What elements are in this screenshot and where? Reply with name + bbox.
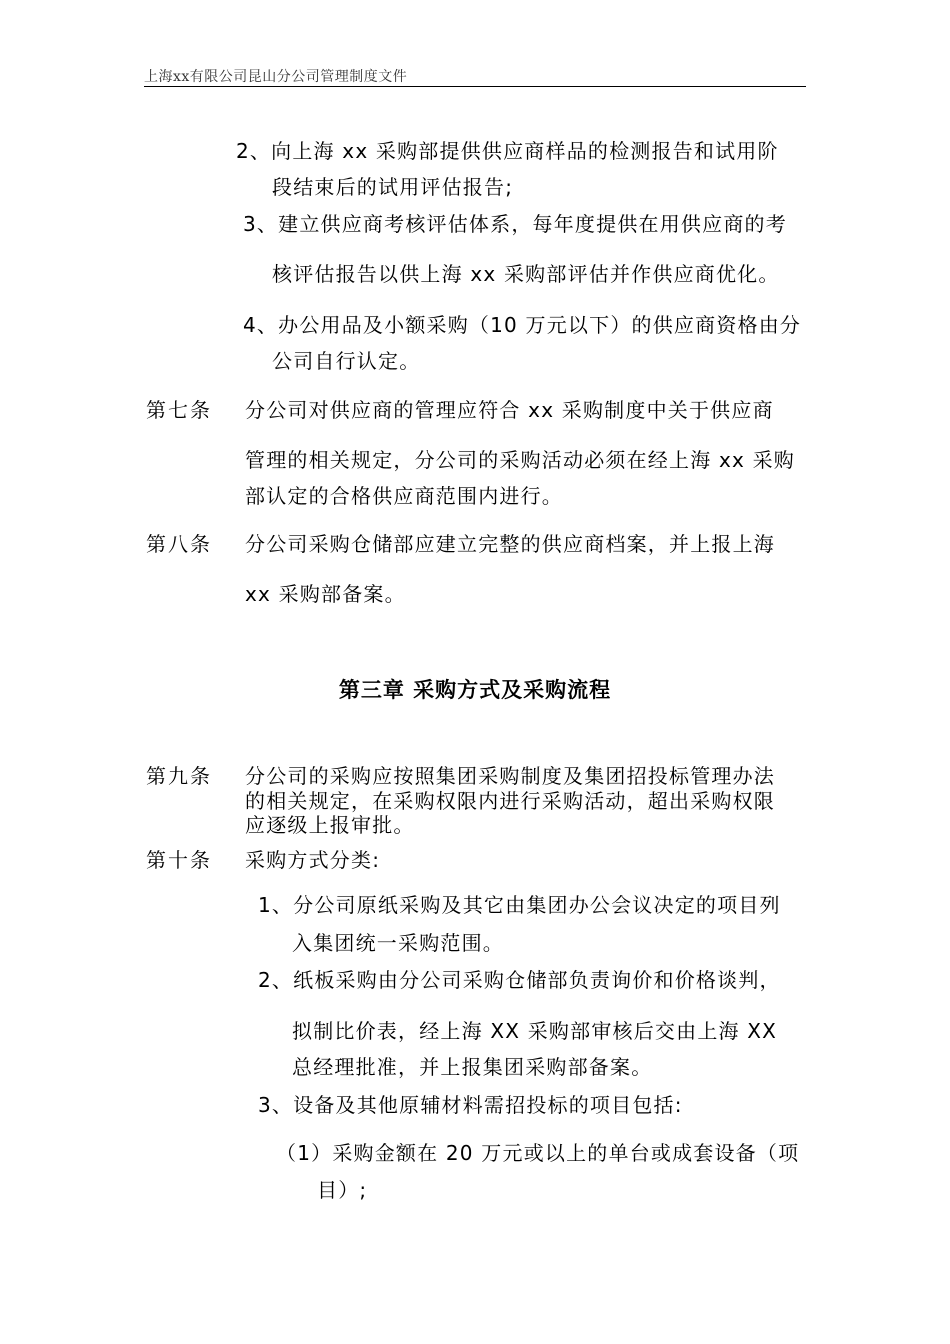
text-line: 分公司采购仓储部应建立完整的供应商档案，并上报上海 (245, 532, 775, 556)
text-line: 的相关规定，在采购权限内进行采购活动，超出采购权限 (245, 789, 775, 813)
article-label: 第九条 (146, 764, 212, 788)
text-line: 入集团统一采购范围。 (292, 931, 504, 955)
text-line: 3、建立供应商考核评估体系，每年度提供在用供应商的考 (243, 212, 787, 236)
text-line: 分公司对供应商的管理应符合 xx 采购制度中关于供应商 (245, 398, 774, 422)
text-line: 总经理批准，并上报集团采购部备案。 (292, 1055, 653, 1079)
text-line: 3、设备及其他原辅材料需招投标的项目包括: (258, 1093, 683, 1117)
text-line: 公司自行认定。 (272, 349, 421, 373)
text-line: 2、纸板采购由分公司采购仓储部负责询价和价格谈判， (258, 968, 781, 992)
chapter-heading: 第三章 采购方式及采购流程 (338, 678, 612, 702)
article-label: 第十条 (146, 848, 212, 872)
header-divider (144, 86, 806, 87)
text-line: 2、向上海 xx 采购部提供供应商样品的检测报告和试用阶 (236, 139, 779, 163)
text-line: 管理的相关规定，分公司的采购活动必须在经上海 xx 采购 (245, 448, 795, 472)
text-line: 拟制比价表，经上海 XX 采购部审核后交由上海 XX (292, 1019, 778, 1043)
text-line: 部认定的合格供应商范围内进行。 (245, 484, 563, 508)
header-title: 上海xx有限公司昆山分公司管理制度文件 (144, 69, 408, 85)
text-line: 1、分公司原纸采购及其它由集团办公会议决定的项目列 (258, 893, 781, 917)
text-line: 段结束后的试用评估报告; (272, 175, 514, 199)
text-line: 应逐级上报审批。 (245, 813, 415, 837)
article-label: 第七条 (146, 398, 212, 422)
text-line: xx 采购部备案。 (245, 582, 406, 606)
text-line: 4、办公用品及小额采购（10 万元以下）的供应商资格由分 (243, 313, 802, 337)
text-line: （1）采购金额在 20 万元或以上的单台或成套设备（项 (276, 1141, 800, 1165)
text-line: 采购方式分类: (245, 848, 381, 872)
text-line: 分公司的采购应按照集团采购制度及集团招投标管理办法 (245, 764, 775, 788)
article-label: 第八条 (146, 532, 212, 556)
text-line: 核评估报告以供上海 xx 采购部评估并作供应商优化。 (272, 262, 780, 286)
text-line: 目）; (317, 1178, 368, 1202)
